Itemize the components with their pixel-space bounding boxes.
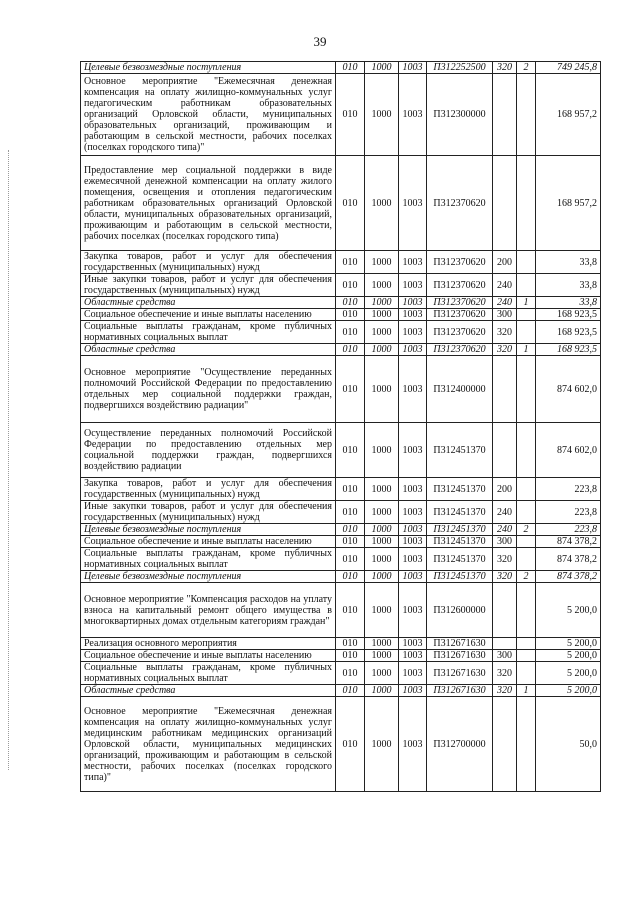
funding-source-code: 1: [517, 685, 536, 697]
table-row: [81, 156, 601, 251]
target-article-code: П312370620: [427, 344, 493, 356]
subsection-code: 1003: [399, 297, 427, 309]
amount: 168 957,2: [536, 74, 601, 156]
amount: 33,8: [536, 251, 601, 274]
table-row: [81, 650, 601, 662]
expense-type-code: 240: [493, 297, 517, 309]
amount: 33,8: [536, 274, 601, 297]
ministry-code: 010: [336, 251, 365, 274]
expense-type-code: 300: [493, 650, 517, 662]
budget-item-name: Областные средства: [81, 344, 336, 356]
ministry-code: 010: [336, 548, 365, 571]
ministry-code: 010: [336, 571, 365, 583]
budget-item-name: Целевые безвозмездные поступления: [81, 62, 336, 74]
amount: 874 602,0: [536, 423, 601, 478]
section-code: 1000: [365, 685, 399, 697]
target-article-code: П312451370: [427, 478, 493, 501]
table-row: [81, 583, 601, 638]
expense-type-code: 240: [493, 274, 517, 297]
amount: 749 245,8: [536, 62, 601, 74]
target-article-code: П312671630: [427, 638, 493, 650]
ministry-code: 010: [336, 478, 365, 501]
table-row: [81, 423, 601, 478]
funding-source-code: [517, 478, 536, 501]
subsection-code: 1003: [399, 501, 427, 524]
target-article-code: П312451370: [427, 501, 493, 524]
amount: 223,8: [536, 478, 601, 501]
section-code: 1000: [365, 524, 399, 536]
subsection-code: 1003: [399, 536, 427, 548]
funding-source-code: 1: [517, 297, 536, 309]
amount: 223,8: [536, 524, 601, 536]
target-article-code: П312370620: [427, 309, 493, 321]
section-code: 1000: [365, 536, 399, 548]
section-code: 1000: [365, 274, 399, 297]
expense-type-code: 240: [493, 524, 517, 536]
table-row: [81, 548, 601, 571]
funding-source-code: [517, 251, 536, 274]
budget-item-name: Основное мероприятие "Ежемесячная денежная компенсация на оплату жилищно-коммунальных услуг медицинским работникам медицинских организаций Орловской области, муниципальных медицинских организаций, проживающим и работающим в сельской местности, рабочих поселках (поселках городского типа)": [81, 697, 336, 792]
budget-item-name: Целевые безвозмездные поступления: [81, 571, 336, 583]
table-row: [81, 536, 601, 548]
binding-edge-marks: [8, 150, 11, 770]
subsection-code: 1003: [399, 156, 427, 251]
target-article-code: П312600000: [427, 583, 493, 638]
expense-type-code: [493, 356, 517, 423]
ministry-code: 010: [336, 638, 365, 650]
ministry-code: 010: [336, 501, 365, 524]
amount: 874 378,2: [536, 536, 601, 548]
amount: 5 200,0: [536, 662, 601, 685]
table-row: [81, 501, 601, 524]
section-code: 1000: [365, 344, 399, 356]
section-code: 1000: [365, 297, 399, 309]
section-code: 1000: [365, 638, 399, 650]
target-article-code: П312370620: [427, 251, 493, 274]
budget-item-name: Социальное обеспечение и иные выплаты населению: [81, 536, 336, 548]
budget-item-name: Социальное обеспечение и иные выплаты населению: [81, 650, 336, 662]
ministry-code: 010: [336, 156, 365, 251]
amount: 168 923,5: [536, 321, 601, 344]
subsection-code: 1003: [399, 478, 427, 501]
amount: 874 378,2: [536, 571, 601, 583]
budget-item-name: Целевые безвозмездные поступления: [81, 524, 336, 536]
funding-source-code: 2: [517, 524, 536, 536]
expense-type-code: 200: [493, 478, 517, 501]
subsection-code: 1003: [399, 571, 427, 583]
ministry-code: 010: [336, 309, 365, 321]
target-article-code: П312370620: [427, 156, 493, 251]
section-code: 1000: [365, 62, 399, 74]
target-article-code: П312671630: [427, 650, 493, 662]
amount: 50,0: [536, 697, 601, 792]
subsection-code: 1003: [399, 309, 427, 321]
expense-type-code: 320: [493, 321, 517, 344]
expense-type-code: 320: [493, 62, 517, 74]
section-code: 1000: [365, 321, 399, 344]
table-row: [81, 309, 601, 321]
table-row: [81, 297, 601, 309]
table-row: [81, 344, 601, 356]
budget-item-name: Социальные выплаты гражданам, кроме публичных нормативных социальных выплат: [81, 321, 336, 344]
ministry-code: 010: [336, 274, 365, 297]
amount: 5 200,0: [536, 650, 601, 662]
amount: 168 923,5: [536, 309, 601, 321]
amount: 33,8: [536, 297, 601, 309]
budget-table-body: [81, 62, 601, 792]
section-code: 1000: [365, 650, 399, 662]
table-row: [81, 697, 601, 792]
target-article-code: П312252500: [427, 62, 493, 74]
expense-type-code: 300: [493, 309, 517, 321]
ministry-code: 010: [336, 697, 365, 792]
budget-item-name: Осуществление переданных полномочий Российской Федерации по предоставлению отдельных мер социальной поддержки граждан, подвергшихся воздействию радиации: [81, 423, 336, 478]
budget-item-name: Основное мероприятие "Осуществление переданных полномочий Российской Федерации по предоставлению отдельных мер социальной поддержки граждан, подвергшихся воздействию радиации": [81, 356, 336, 423]
target-article-code: П312451370: [427, 571, 493, 583]
section-code: 1000: [365, 583, 399, 638]
section-code: 1000: [365, 478, 399, 501]
budget-item-name: Областные средства: [81, 685, 336, 697]
expense-type-code: [493, 638, 517, 650]
table-row: [81, 685, 601, 697]
target-article-code: П312451370: [427, 524, 493, 536]
target-article-code: П312300000: [427, 74, 493, 156]
funding-source-code: [517, 697, 536, 792]
expense-type-code: [493, 583, 517, 638]
section-code: 1000: [365, 501, 399, 524]
funding-source-code: [517, 156, 536, 251]
expense-type-code: 200: [493, 251, 517, 274]
expense-type-code: 320: [493, 662, 517, 685]
subsection-code: 1003: [399, 251, 427, 274]
budget-item-name: Основное мероприятие "Ежемесячная денежная компенсация на оплату жилищно-коммунальных услуг педагогическим работникам образовательных организаций Орловской области, муниципальных образовательных организаций, проживающим и работающим в сельской местности, рабочих поселках (поселках городского типа)": [81, 74, 336, 156]
funding-source-code: [517, 501, 536, 524]
subsection-code: 1003: [399, 344, 427, 356]
funding-source-code: [517, 662, 536, 685]
target-article-code: П312400000: [427, 356, 493, 423]
section-code: 1000: [365, 309, 399, 321]
expense-type-code: [493, 74, 517, 156]
expense-type-code: [493, 697, 517, 792]
ministry-code: 010: [336, 356, 365, 423]
expense-type-code: [493, 156, 517, 251]
amount: 168 957,2: [536, 156, 601, 251]
section-code: 1000: [365, 548, 399, 571]
subsection-code: 1003: [399, 356, 427, 423]
budget-item-name: Социальные выплаты гражданам, кроме публичных нормативных социальных выплат: [81, 548, 336, 571]
target-article-code: П312700000: [427, 697, 493, 792]
subsection-code: 1003: [399, 685, 427, 697]
expense-type-code: 320: [493, 548, 517, 571]
funding-source-code: [517, 650, 536, 662]
target-article-code: П312671630: [427, 685, 493, 697]
budget-item-name: Социальные выплаты гражданам, кроме публичных нормативных социальных выплат: [81, 662, 336, 685]
amount: 223,8: [536, 501, 601, 524]
ministry-code: 010: [336, 524, 365, 536]
subsection-code: 1003: [399, 62, 427, 74]
amount: 874 378,2: [536, 548, 601, 571]
table-row: [81, 274, 601, 297]
expense-type-code: [493, 423, 517, 478]
section-code: 1000: [365, 571, 399, 583]
expense-type-code: 240: [493, 501, 517, 524]
ministry-code: 010: [336, 662, 365, 685]
target-article-code: П312370620: [427, 274, 493, 297]
subsection-code: 1003: [399, 638, 427, 650]
funding-source-code: [517, 74, 536, 156]
expense-type-code: 320: [493, 571, 517, 583]
funding-source-code: 2: [517, 62, 536, 74]
subsection-code: 1003: [399, 662, 427, 685]
ministry-code: 010: [336, 297, 365, 309]
funding-source-code: [517, 583, 536, 638]
ministry-code: 010: [336, 536, 365, 548]
section-code: 1000: [365, 423, 399, 478]
ministry-code: 010: [336, 423, 365, 478]
table-row: [81, 662, 601, 685]
section-code: 1000: [365, 74, 399, 156]
ministry-code: 010: [336, 685, 365, 697]
target-article-code: П312370620: [427, 297, 493, 309]
table-row: [81, 74, 601, 156]
ministry-code: 010: [336, 62, 365, 74]
funding-source-code: [517, 321, 536, 344]
amount: 5 200,0: [536, 583, 601, 638]
budget-item-name: Иные закупки товаров, работ и услуг для обеспечения государственных (муниципальных) нужд: [81, 501, 336, 524]
table-row: [81, 321, 601, 344]
funding-source-code: [517, 423, 536, 478]
section-code: 1000: [365, 356, 399, 423]
budget-item-name: Социальное обеспечение и иные выплаты населению: [81, 309, 336, 321]
table-row: [81, 478, 601, 501]
budget-item-name: Иные закупки товаров, работ и услуг для обеспечения государственных (муниципальных) нужд: [81, 274, 336, 297]
target-article-code: П312370620: [427, 321, 493, 344]
expense-type-code: 320: [493, 344, 517, 356]
section-code: 1000: [365, 251, 399, 274]
funding-source-code: [517, 356, 536, 423]
table-row: [81, 571, 601, 583]
funding-source-code: [517, 638, 536, 650]
funding-source-code: [517, 274, 536, 297]
subsection-code: 1003: [399, 321, 427, 344]
budget-item-name: Закупка товаров, работ и услуг для обеспечения государственных (муниципальных) нужд: [81, 251, 336, 274]
amount: 168 923,5: [536, 344, 601, 356]
budget-item-name: Реализация основного мероприятия: [81, 638, 336, 650]
budget-item-name: Закупка товаров, работ и услуг для обеспечения государственных (муниципальных) нужд: [81, 478, 336, 501]
subsection-code: 1003: [399, 74, 427, 156]
table-row: [81, 251, 601, 274]
target-article-code: П312451370: [427, 536, 493, 548]
subsection-code: 1003: [399, 274, 427, 297]
subsection-code: 1003: [399, 423, 427, 478]
subsection-code: 1003: [399, 524, 427, 536]
funding-source-code: [517, 309, 536, 321]
subsection-code: 1003: [399, 697, 427, 792]
funding-source-code: 2: [517, 571, 536, 583]
expense-type-code: 320: [493, 685, 517, 697]
ministry-code: 010: [336, 74, 365, 156]
section-code: 1000: [365, 662, 399, 685]
funding-source-code: [517, 536, 536, 548]
table-row: [81, 638, 601, 650]
target-article-code: П312451370: [427, 423, 493, 478]
page-number: 39: [313, 34, 327, 49]
amount: 874 602,0: [536, 356, 601, 423]
budget-item-name: Предоставление мер социальной поддержки в виде ежемесячной денежной компенсации на оплату жилого помещения, освещения и отопления педагогическим работникам образовательных организаций Орловской области, муниципальных образовательных организаций, проживающим и работающим в сельской местности, рабочих поселках (поселках городского типа): [81, 156, 336, 251]
table-row: [81, 356, 601, 423]
table-row: [81, 524, 601, 536]
target-article-code: П312671630: [427, 662, 493, 685]
subsection-code: 1003: [399, 548, 427, 571]
subsection-code: 1003: [399, 650, 427, 662]
funding-source-code: [517, 548, 536, 571]
subsection-code: 1003: [399, 583, 427, 638]
ministry-code: 010: [336, 321, 365, 344]
ministry-code: 010: [336, 583, 365, 638]
budget-table: [80, 61, 601, 792]
expense-type-code: 300: [493, 536, 517, 548]
ministry-code: 010: [336, 344, 365, 356]
table-row: [81, 62, 601, 74]
ministry-code: 010: [336, 650, 365, 662]
section-code: 1000: [365, 156, 399, 251]
funding-source-code: 1: [517, 344, 536, 356]
budget-item-name: Основное мероприятие "Компенсация расходов на уплату взноса на капитальный ремонт общего имущества в многоквартирных домах отдельным категориям граждан": [81, 583, 336, 638]
amount: 5 200,0: [536, 685, 601, 697]
amount: 5 200,0: [536, 638, 601, 650]
budget-item-name: Областные средства: [81, 297, 336, 309]
section-code: 1000: [365, 697, 399, 792]
target-article-code: П312451370: [427, 548, 493, 571]
